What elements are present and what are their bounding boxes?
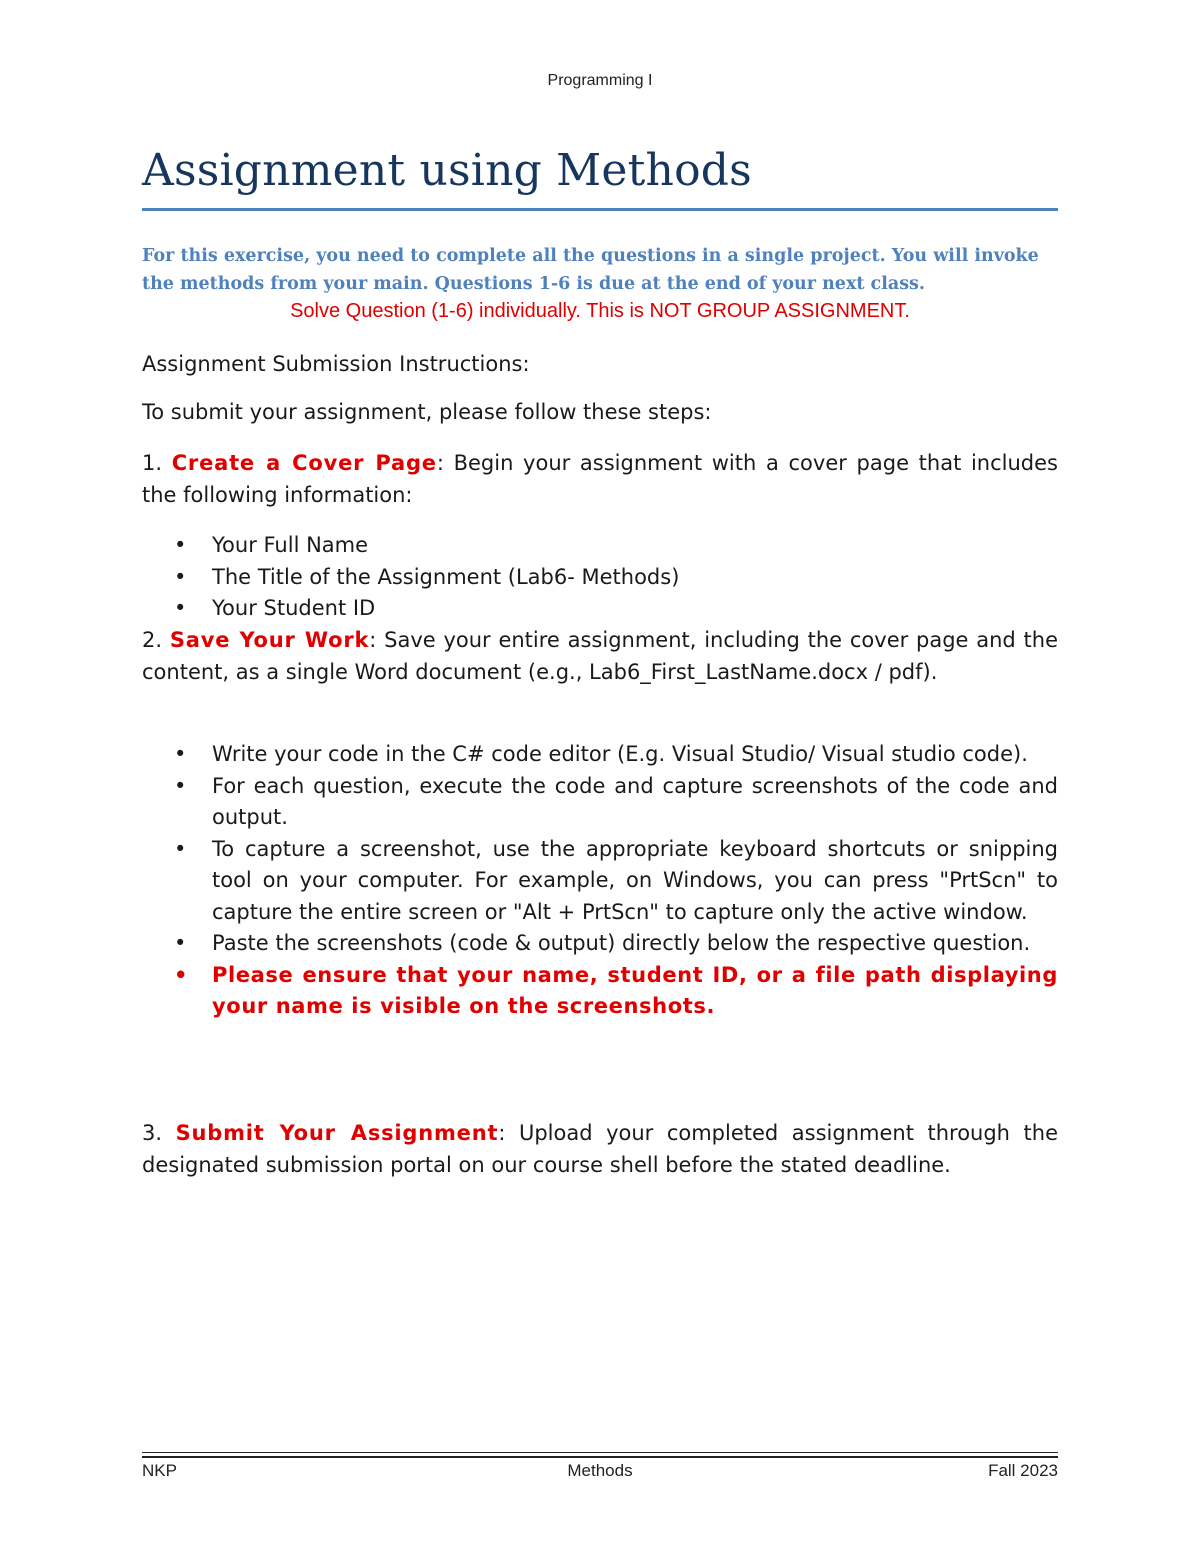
bullet-icon: • <box>174 533 187 557</box>
step-1-label: Create a Cover Page <box>171 451 437 475</box>
step-1-number: 1. <box>142 451 172 475</box>
intro-paragraph <box>142 242 1058 298</box>
list-item: • Your Student ID <box>142 593 1058 625</box>
step-2-text: : Save your entire assignment, including the cover page and the content, as a single Word document (e.g., Lab6_First_LastName.docx / pdf). <box>142 628 1059 684</box>
step-2-label: Save Your Work <box>169 628 370 652</box>
step-3 <box>142 1118 1058 1181</box>
bullet-icon: • <box>174 742 187 766</box>
title-underline <box>142 208 1058 211</box>
cover-page-list <box>142 530 1058 625</box>
save-work-list <box>142 739 1058 1023</box>
step-2-number: 2. <box>142 628 170 652</box>
step-3-label: Submit Your Assignment <box>175 1121 499 1145</box>
list-item: • For each question, execute the code and capture screenshots of the code and output. <box>142 771 1058 834</box>
list-item: • The Title of the Assignment (Lab6- Methods) <box>142 562 1058 594</box>
step-3-text: : Upload your completed assignment through the designated submission portal on our course shell before the stated deadline. <box>142 1121 1058 1177</box>
intro-line-1: For this exercise, you need to complete all the questions in a single project. You will invoke <box>142 246 1039 266</box>
bullet-icon: • <box>174 773 187 798</box>
steps-intro: To submit your assignment, please follow these steps: <box>142 400 712 424</box>
bullet-icon: • <box>174 596 187 620</box>
footer-center: Methods <box>567 1461 633 1480</box>
intro-line-2: the methods from your main. Questions 1-6 is due at the end of your next class. <box>142 274 925 294</box>
footer-rule <box>142 1452 1058 1453</box>
individual-warning: Solve Question (1-6) individually. This is NOT GROUP ASSIGNMENT. <box>290 300 910 322</box>
footer-left: NKP <box>142 1461 177 1480</box>
footer-rule-thick <box>142 1456 1058 1458</box>
step-1 <box>142 448 1058 511</box>
step-2 <box>142 625 1058 688</box>
step-3-number: 3. <box>142 1121 176 1145</box>
list-item: • Your Full Name <box>142 530 1058 562</box>
list-item: • Paste the screenshots (code & output) directly below the respective question. <box>142 928 1058 960</box>
list-item: • Write your code in the C# code editor (E.g. Visual Studio/ Visual studio code). <box>142 739 1058 771</box>
bullet-icon: • <box>174 836 187 861</box>
page-header: Programming I <box>547 72 653 89</box>
bullet-icon: • <box>174 931 187 955</box>
submission-heading: Assignment Submission Instructions: <box>142 352 530 376</box>
footer-right: Fall 2023 <box>988 1461 1058 1480</box>
bullet-icon: • <box>174 962 189 987</box>
step-1-text: : Begin your assignment with a cover page that includes the following information: <box>142 451 1058 507</box>
document-title: Assignment using Methods <box>142 145 752 196</box>
bullet-icon: • <box>174 564 187 589</box>
list-item: • To capture a screenshot, use the appropriate keyboard shortcuts or snipping tool on your computer. For example, on Windows, you can press "PrtScn" to capture the entire screen or "Alt + PrtScn" to capture only the active window. <box>142 834 1058 929</box>
list-item-highlight: • Please ensure that your name, student ID, or a file path displaying your name is visible on the screenshots. <box>142 960 1058 1023</box>
